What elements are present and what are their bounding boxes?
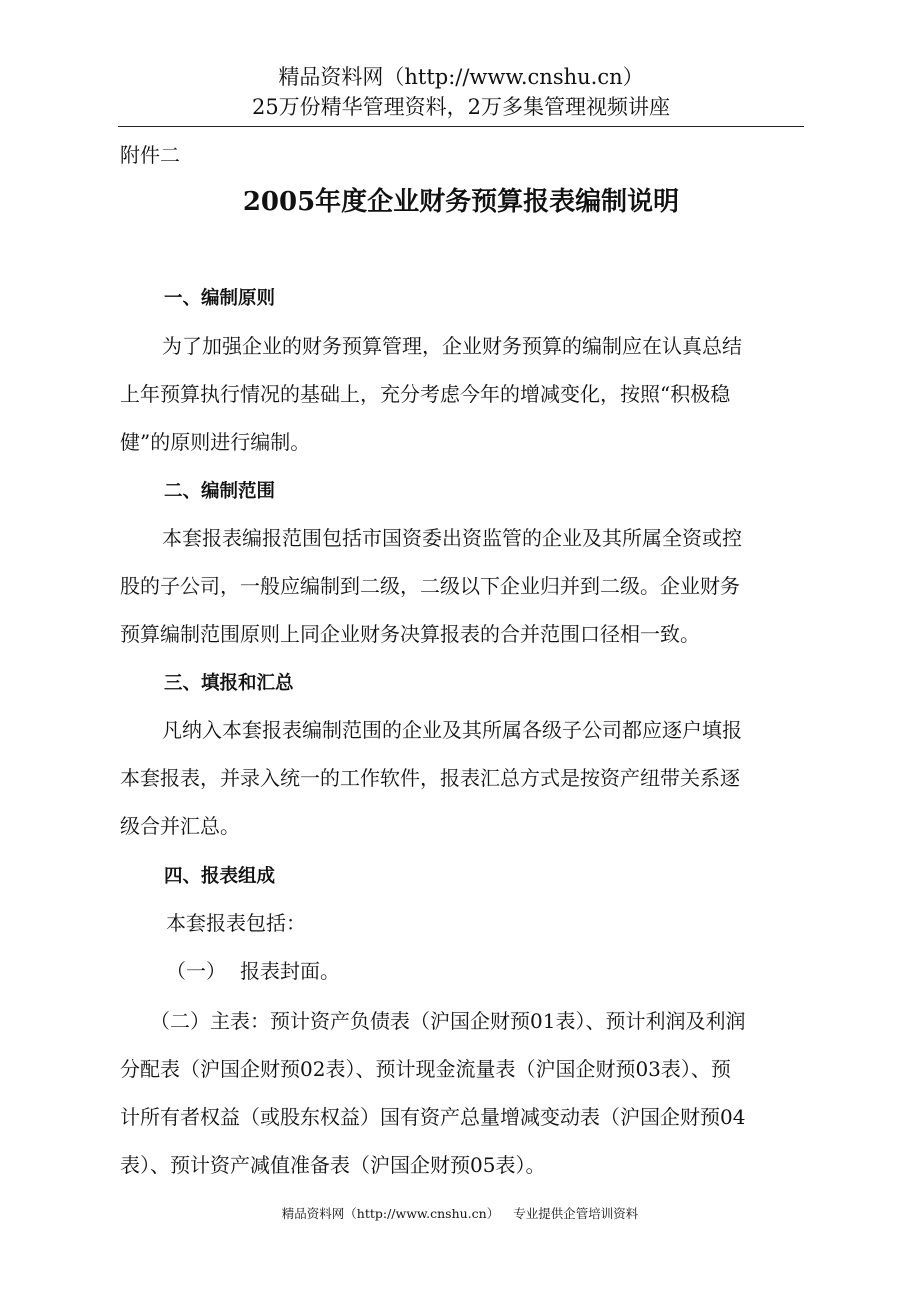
paragraph-line: 本套报表，并录入统一的工作软件，报表汇总方式是按资产纽带关系逐	[120, 766, 740, 790]
document-title: 2005年度企业财务预算报表编制说明	[242, 187, 680, 217]
header-tagline: 25万份精华管理资料，2万多集管理视频讲座	[251, 95, 671, 119]
paragraph-line: 健”的原则进行编制。	[120, 430, 311, 454]
list-item-text: 报表封面。	[240, 959, 340, 983]
footer-site: 精品资料网（http://www.cnshu.cn）	[281, 1206, 500, 1221]
section-heading-principles: 一、编制原则	[164, 288, 276, 309]
paragraph-line: 凡纳入本套报表编制范围的企业及其所属各级子公司都应逐户填报	[162, 718, 742, 742]
footer-slogan: 专业提供企管培训资料	[513, 1206, 639, 1221]
page-footer	[0, 1205, 920, 1223]
paragraph-line: 为了加强企业的财务预算管理，企业财务预算的编制应在认真总结	[162, 334, 742, 358]
list-item	[166, 956, 340, 986]
paragraph-line: 表）、预计资产减值准备表（沪国企财预05表）。	[120, 1153, 546, 1177]
section-heading-composition: 四、报表组成	[164, 866, 276, 887]
paragraph-line: 股的子公司，一般应编制到二级，二级以下企业归并到二级。企业财务	[120, 574, 740, 598]
paragraph-line: 上年预算执行情况的基础上，充分考虑今年的增减变化，按照“积极稳	[120, 382, 731, 406]
paragraph-line: 级合并汇总。	[120, 814, 240, 838]
paragraph-line: 本套报表编报范围包括市国资委出资监管的企业及其所属全资或控	[162, 526, 742, 550]
paragraph-line: 计所有者权益（或股东权益）国有资产总量增减变动表（沪国企财预04	[120, 1105, 746, 1129]
paragraph-line: 预算编制范围原则上同企业财务决算报表的合并范围口径相一致。	[120, 622, 700, 646]
paragraph-line: 分配表（沪国企财预02表）、预计现金流量表（沪国企财预03表）、预	[120, 1057, 731, 1081]
paragraph-line: （二）主表：预计资产负债表（沪国企财预01表）、预计利润及利润	[150, 1009, 746, 1033]
section-heading-reporting: 三、填报和汇总	[164, 673, 294, 694]
header-site-line: 精品资料网（http://www.cnshu.cn）	[278, 65, 644, 89]
header-block	[118, 62, 804, 122]
list-item-marker: （一）	[166, 959, 226, 983]
composition-intro: 本套报表包括：	[166, 911, 306, 935]
attachment-label: 附件二	[120, 143, 180, 167]
section-heading-scope: 二、编制范围	[164, 481, 276, 502]
header-divider	[118, 126, 804, 127]
